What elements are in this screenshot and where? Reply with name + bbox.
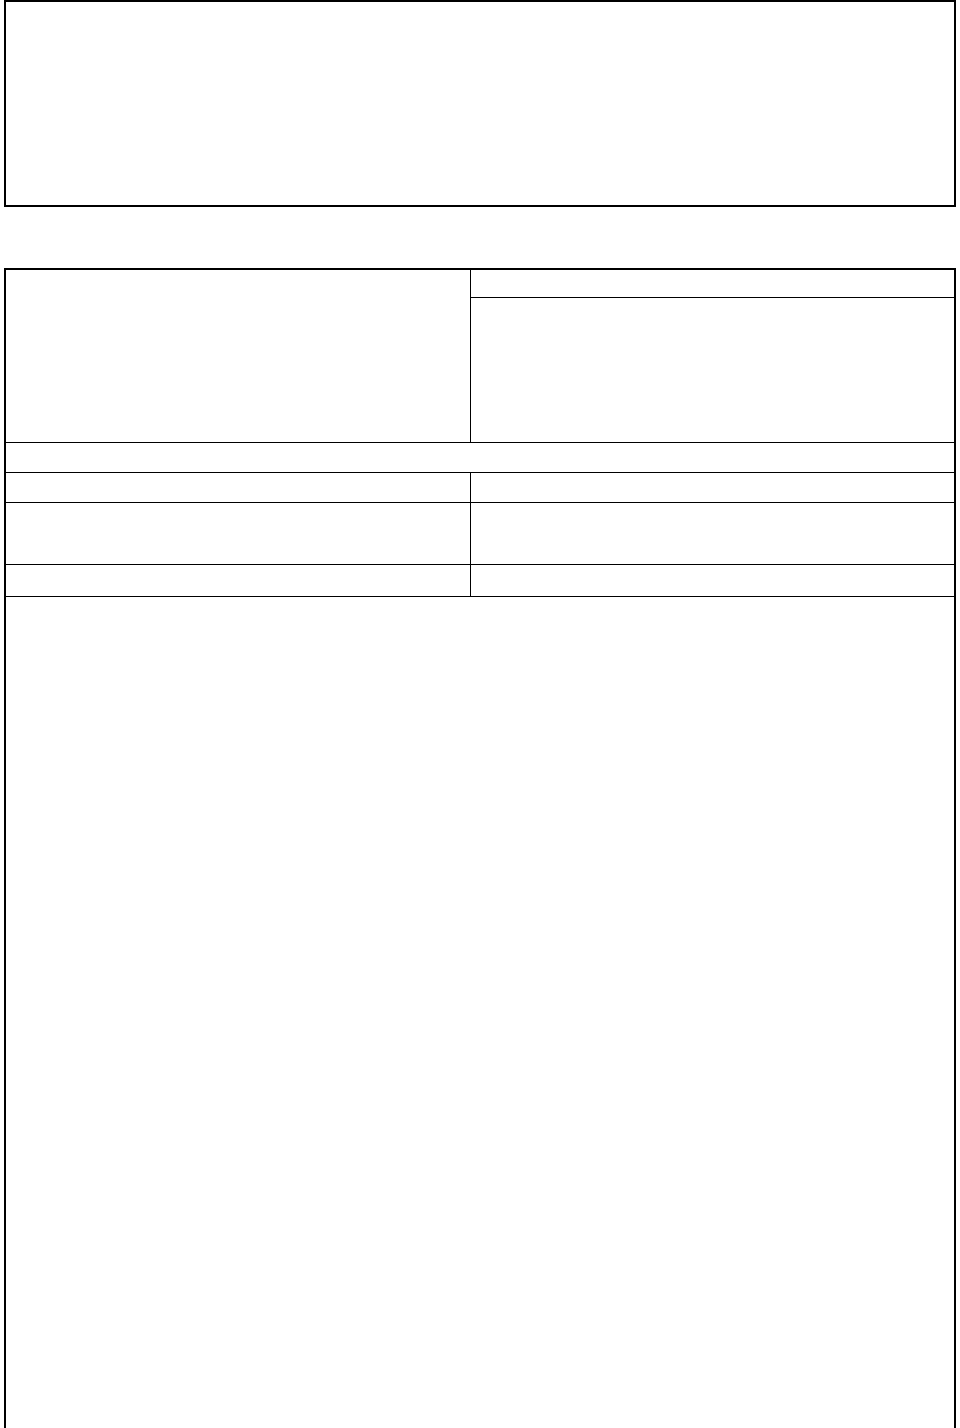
code-row-line [470,297,954,298]
credit-bottom-line [6,596,954,597]
course-datasheet [4,268,956,1428]
header-bottom-line [6,442,954,443]
literature-box [4,0,956,207]
hours-bottom-line [6,564,954,565]
header-divider-vertical [470,270,471,442]
info-divider-vertical [470,472,471,596]
semester-bottom-line [6,502,954,503]
responsible-bottom-line [6,472,954,473]
